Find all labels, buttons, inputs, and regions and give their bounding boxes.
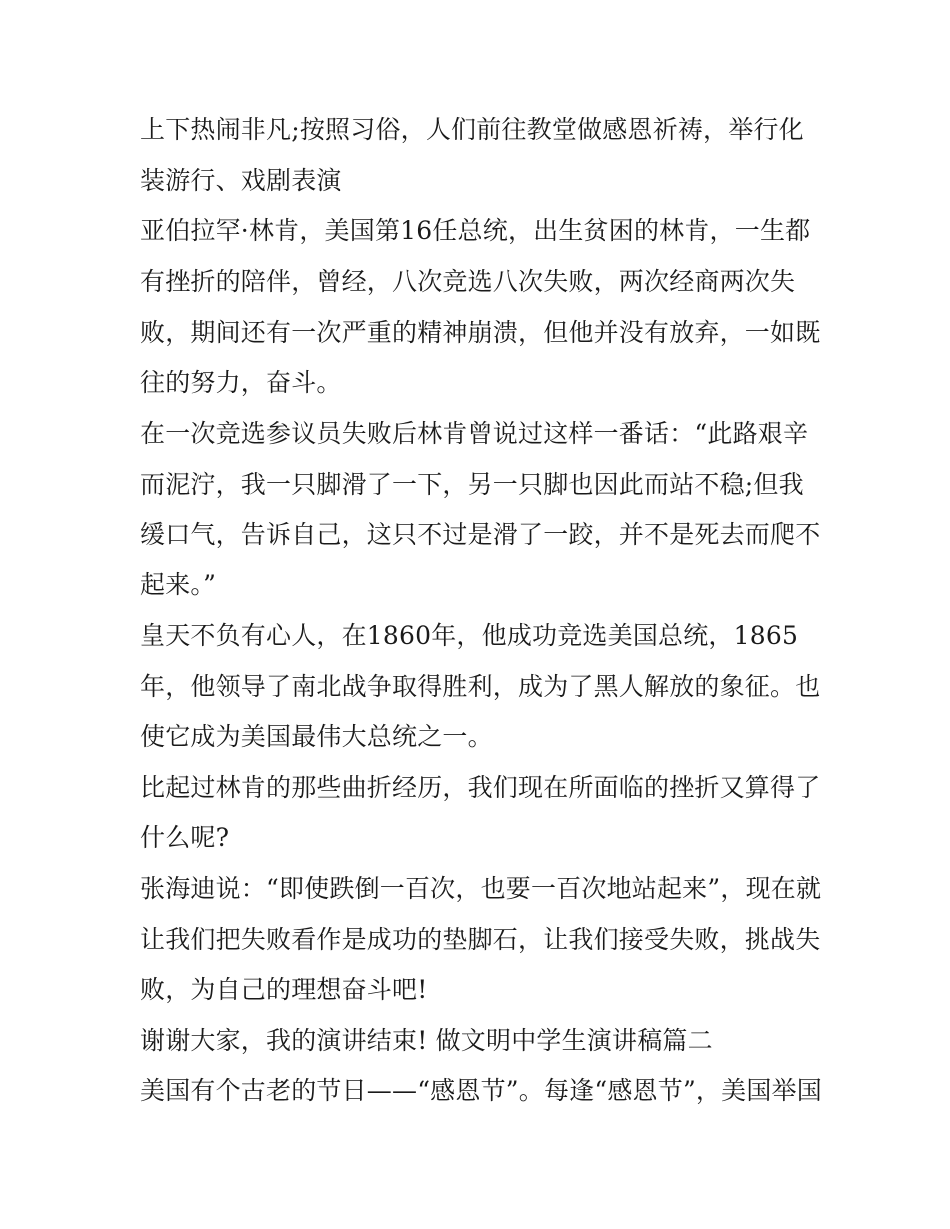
text-line: 皇天不负有心人，在1860年，他成功竞选美国总统，1865 <box>140 621 799 650</box>
text-line: 比起过林肯的那些曲折经历，我们现在所面临的挫折又算得了 <box>140 773 821 802</box>
text-line: 什么呢? <box>140 823 230 852</box>
text-line: 往的努力，奋斗。 <box>140 368 342 397</box>
text-line: 缓口气，告诉自己，这只不过是滑了一跤，并不是死去而爬不 <box>140 520 821 549</box>
text-line: 张海迪说：“即使跌倒一百次，也要一百次地站起来”，现在就 <box>140 874 822 903</box>
text-line: 亚伯拉罕·林肯，美国第16任总统，出生贫困的林肯，一生都 <box>140 216 811 245</box>
text-line: 在一次竞选参议员失败后林肯曾说过这样一番话：“此路艰辛 <box>140 419 809 448</box>
text-line: 上下热闹非凡;按照习俗，人们前往教堂做感恩祈祷，举行化 <box>140 115 804 144</box>
text-line: 败，期间还有一次严重的精神崩溃，但他并没有放弃，一如既 <box>140 318 821 347</box>
text-line: 年，他领导了南北战争取得胜利，成为了黑人解放的象征。也 <box>140 672 821 701</box>
text-line: 使它成为美国最伟大总统之一。 <box>140 722 493 751</box>
text-line: 起来。” <box>140 570 217 599</box>
text-line: 有挫折的陪伴，曾经，八次竞选八次失败，两次经商两次失 <box>140 267 796 296</box>
text-line: 而泥泞，我一只脚滑了一下，另一只脚也因此而站不稳;但我 <box>140 470 804 499</box>
text-line: 败，为自己的理想奋斗吧! <box>140 975 428 1004</box>
text-line: 让我们把失败看作是成功的垫脚石，让我们接受失败，挑战失 <box>140 925 821 954</box>
text-line: 谢谢大家，我的演讲结束! 做文明中学生演讲稿篇二 <box>140 1026 713 1055</box>
text-line: 装游行、戏剧表演 <box>140 166 342 195</box>
text-line: 美国有个古老的节日——“感恩节”。每逢“感恩节”，美国举国 <box>140 1076 822 1105</box>
